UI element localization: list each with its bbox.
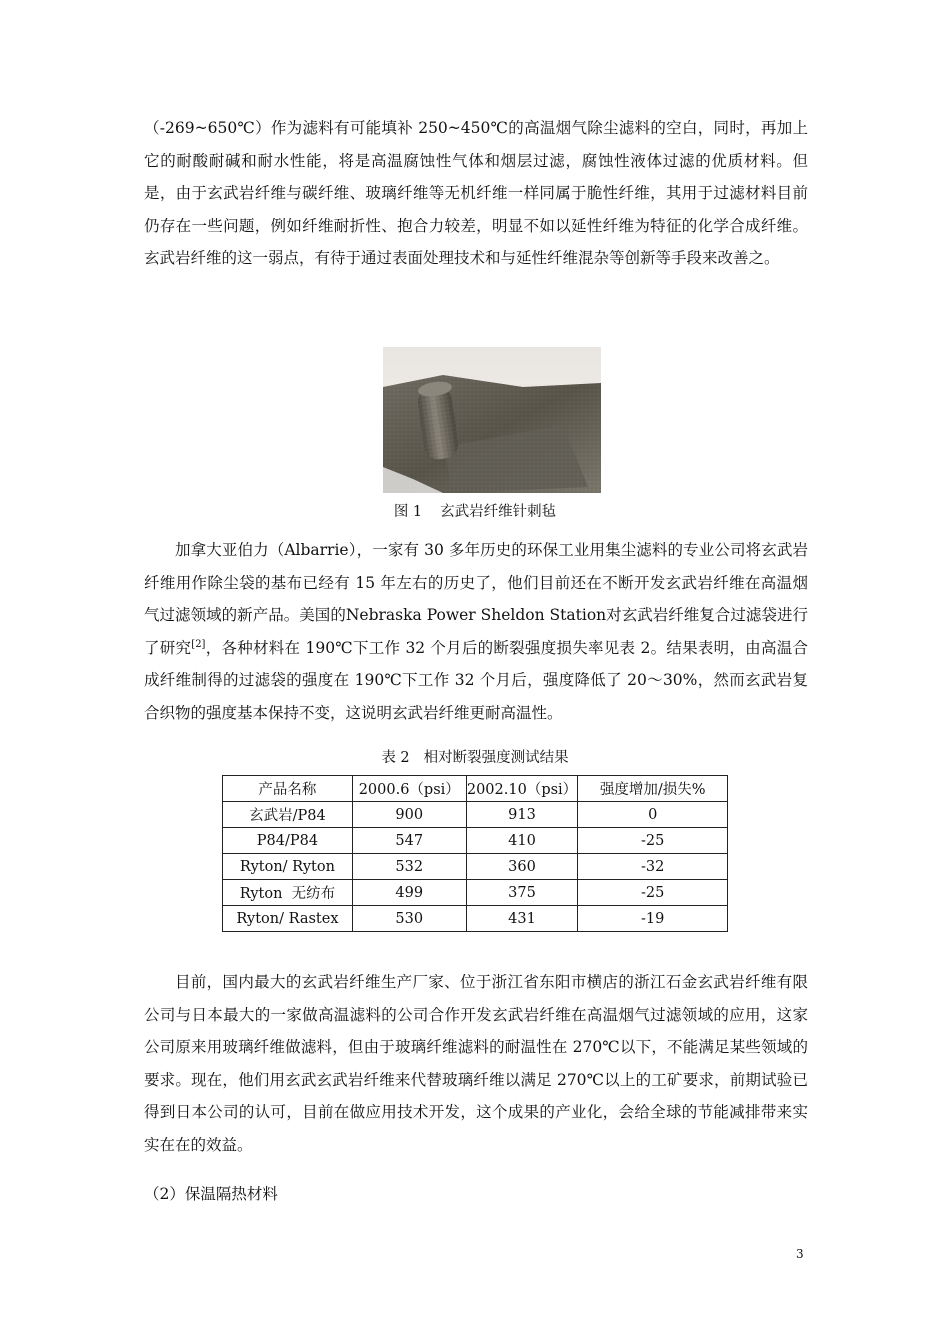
table-cell: 530	[352, 906, 466, 932]
table-cell: 499	[352, 880, 466, 906]
table-cell: -25	[578, 828, 728, 854]
table-row	[223, 880, 728, 906]
reference-marker: [2]	[191, 638, 206, 650]
table-row	[223, 854, 728, 880]
table-caption-text: 相对断裂强度测试结果	[423, 750, 569, 766]
header-strength-change: 强度增加/损失%	[578, 776, 728, 802]
table-row	[223, 828, 728, 854]
strength-test-table	[222, 775, 728, 932]
paragraph-albarrie-text-2: ，各种材料在 190℃下工作 32 个月后的断裂强度损失率见表 2。结果表明，由高温合成纤维制得的过滤袋的强度在 190℃下工作 32 个月后，强度降低了 20～30%，然而玄武岩复合织物的强度基本保持不变，这说明玄武岩纤维更耐高温性。	[144, 638, 808, 722]
paragraph-filter-material: （-269~650℃）作为滤料有可能填补 250~450℃的高温烟气除尘滤料的空白，同时，再加上它的耐酸耐碱和耐水性能，将是高温腐蚀性气体和烟层过滤，腐蚀性液体过滤的优质材料。但是，由于玄武岩纤维与碳纤维、玻璃纤维等无机纤维一样同属于脆性纤维，其用于过滤材料目前仍存在一些问题，例如纤维耐折性、抱合力较差，明显不如以延性纤维为特征的化学合成纤维。玄武岩纤维的这一弱点，有待于通过表面处理技术和与延性纤维混杂等创新等手段来改善之。	[144, 119, 808, 268]
table-cell: Ryton 无纺布	[223, 880, 353, 906]
paragraph-zhejiang-company: 目前，国内最大的玄武岩纤维生产厂家、位于浙江省东阳市横店的浙江石金玄武岩纤维有限公司与日本最大的一家做高温滤料的公司合作开发玄武岩纤维在高温烟气过滤领域的应用，这家公司原来用玻璃纤维做滤料，但由于玻璃纤维滤料的耐温性在 270℃以下，不能满足某些领域的要求。现在，他们用玄武玄武岩纤维来代替玻璃纤维以满足 270℃以上的工矿要求，前期试验已得到日本公司的认可，目前在做应用技术开发，这个成果的产业化，会给全球的节能减排带来实实在在的效益。	[144, 973, 808, 1154]
table-caption	[0, 746, 950, 767]
table-cell: 360	[466, 854, 578, 880]
table-cell: Ryton/ Rastex	[223, 906, 353, 932]
basalt-felt-photo	[383, 347, 601, 493]
section-heading: （2）保温隔热材料	[144, 1185, 278, 1203]
table-cell: 900	[352, 802, 466, 828]
paragraph-albarrie	[144, 534, 808, 730]
table-cell: -32	[578, 854, 728, 880]
figure-caption	[0, 500, 950, 521]
felt-image-icon	[383, 347, 601, 493]
paragraph-albarrie-text-1: 加拿大亚伯力（Albarrie），一家有 30 多年历史的环保工业用集尘滤料的专业公司将玄武岩纤维用作除尘袋的基布已经有 15 年左右的历史了，他们目前还在不断开发玄武岩纤维在高温烟气过滤领域的新产品。美国的Nebraska Power Sheldon Station对玄武岩纤维复合过滤袋进行了研究	[144, 541, 808, 657]
header-2000-6: 2000.6（psi）	[352, 776, 466, 802]
table-cell: -19	[578, 906, 728, 932]
table-cell: 913	[466, 802, 578, 828]
table-cell: Ryton/ Ryton	[223, 854, 353, 880]
table-cell: 532	[352, 854, 466, 880]
table-cell: 431	[466, 906, 578, 932]
table-cell: 375	[466, 880, 578, 906]
figure-caption-text: 玄武岩纤维针刺毡	[440, 504, 557, 520]
header-product-name: 产品名称	[223, 776, 353, 802]
table-number: 表 2	[381, 750, 410, 766]
table-cell: 547	[352, 828, 466, 854]
table-cell: 玄武岩/P84	[223, 802, 353, 828]
page-number: 3	[796, 1247, 804, 1261]
table-row	[223, 906, 728, 932]
table-cell: P84/P84	[223, 828, 353, 854]
figure-number: 图 1	[393, 504, 423, 520]
table-cell: -25	[578, 880, 728, 906]
table-cell: 410	[466, 828, 578, 854]
table-cell: 0	[578, 802, 728, 828]
header-2002-10: 2002.10（psi）	[466, 776, 578, 802]
table-row	[223, 802, 728, 828]
table-header-row	[223, 776, 728, 802]
